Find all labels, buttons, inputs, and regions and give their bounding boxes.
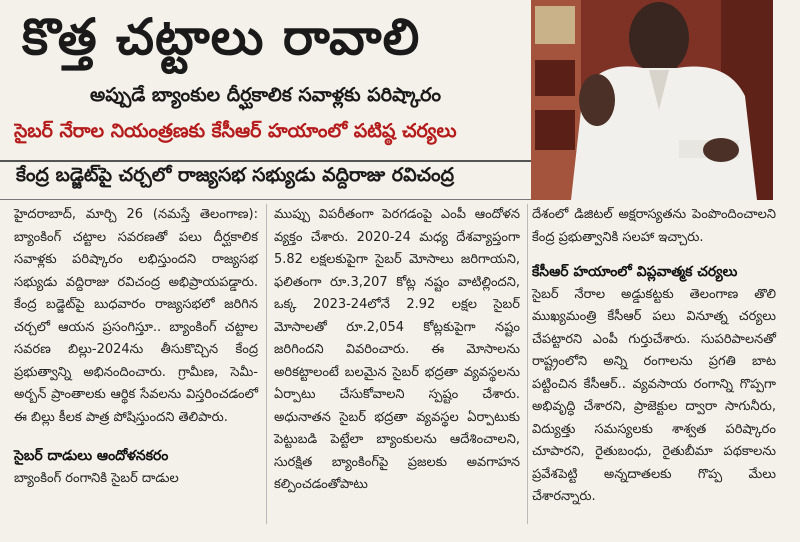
divider xyxy=(0,199,531,200)
body-paragraph: బ్యాంకింగ్ రంగానికి సైబర్ దాడుల xyxy=(14,470,179,486)
subheadline-2: సైబర్ నేరాల నియంత్రణకు కేసీఆర్ హయాంలో పటిష్ఠ చర్యలు xyxy=(14,120,457,142)
column-divider xyxy=(266,204,267,524)
article-column-3 xyxy=(532,204,776,509)
divider xyxy=(0,160,531,162)
article-column-1 xyxy=(14,204,258,490)
speaker-illustration xyxy=(531,0,773,200)
body-paragraph: హైదరాబాద్, మార్చి 26 (నమస్తే తెలంగాణ): బ్యాంకింగ్ చట్టాల సవరణతో పలు దీర్ఘకాలిక సవాళ్లకు పరిష్కారం లభిస్తుందని రాజ్యసభ సభ్యుడు వద్దిరాజు రవిచంద్ర అభిప్రాయపడ్డారు. కేంద్ర బడ్జెట్‌పై బుధవారం రాజ్యసభలో జరిగిన చర్చలో ఆయన ప్రసంగిస్తూ.. బ్యాంకింగ్ చట్టాల సవరణ బిల్లు-2024ను తీసుకొచ్చిన కేంద్ర ప్రభుత్వాన్ని అభినందించారు. గ్రామీణ, సెమీ-అర్బన్ ప్రాంతాలకు ఆర్థిక సేవలను విస్తరించడంలో ఈ బిల్లు కీలక పాత్ర పోషిస్తుందని తెలిపారు. xyxy=(14,207,258,425)
section-subhead: సైబర్ దాడులు ఆందోళనకరం xyxy=(14,448,169,464)
column-divider xyxy=(527,204,528,524)
subheadline-1: అప్పుడే బ్యాంకుల దీర్ఘకాలిక సవాళ్లకు పరిష్కారం xyxy=(90,84,442,106)
body-paragraph: దేశంలో డిజిటల్ అక్షరాస్యతను పెంపొందించాలని కేంద్ర ప్రభుత్వానికి సలహా ఇచ్చారు. xyxy=(532,207,776,245)
article-column-2 xyxy=(274,204,520,497)
headline: కొత్త చట్టాలు రావాలి xyxy=(22,8,421,66)
subheadline-3: కేంద్ర బడ్జెట్‌పై చర్చలో రాజ్యసభ సభ్యుడు వద్దిరాజు రవిచంద్ర xyxy=(16,164,455,186)
body-paragraph: ముప్పు విపరీతంగా పెరగడంపై ఎంపీ ఆందోళన వ్యక్తం చేశారు. 2020-24 మధ్య దేశవ్యాప్తంగా 5.82 లక్షలకుపైగా సైబర్ మోసాలు జరిగాయని, ఫలితంగా రూ.3,207 కోట్ల నష్టం వాటిల్లిందని, ఒక్క 2023-24లోనే 2.92 లక్షల సైబర్ మోసాలతో రూ.2,054 కోట్లకుపైగా నష్టం జరిగిందని వివరించారు. ఈ మోసాలను అరికట్టాలంటే బలమైన సైబర్ భద్రతా వ్యవస్థలను ఏర్పాటు చేసుకోవాలని స్పష్టం చేశారు. అధునాతన సైబర్ భద్రతా వ్యవస్థల ఏర్పాటుకు పెట్టుబడి పెట్టేలా బ్యాంకులను ఆదేశించాలని, సురక్షిత బ్యాంకింగ్‌పై ప్రజలకు అవగాహన కల్పించడంతోపాటు xyxy=(274,207,520,492)
speaker-photo xyxy=(531,0,773,200)
section-subhead: కేసీఆర్ హయాంలో విప్లవాత్మక చర్యలు xyxy=(532,264,738,280)
body-paragraph: సైబర్ నేరాల అడ్డుకట్టకు తెలంగాణ తొలి ముఖ్యమంత్రి కేసీఆర్ పలు వినూత్న చర్యలు చేపట్టారని ఎంపీ గుర్తుచేశారు. సుపరిపాలనతో రాష్ట్రంలోని అన్ని రంగాలను ప్రగతి బాట పట్టించిన కేసీఆర్.. వ్యవసాయ రంగాన్ని గొప్పగా అభివృద్ధి చేశారని, ప్రాజెక్టుల ద్వారా సాగునీరు, విద్యుత్తు సమస్యలకు శాశ్వత పరిష్కారం చూపారని, రైతుబంధు, రైతుబీమా పథకాలను ప్రవేశపెట్టి అన్నదాతలకు గొప్ప మేలు చేశారన్నారు. xyxy=(532,286,776,504)
